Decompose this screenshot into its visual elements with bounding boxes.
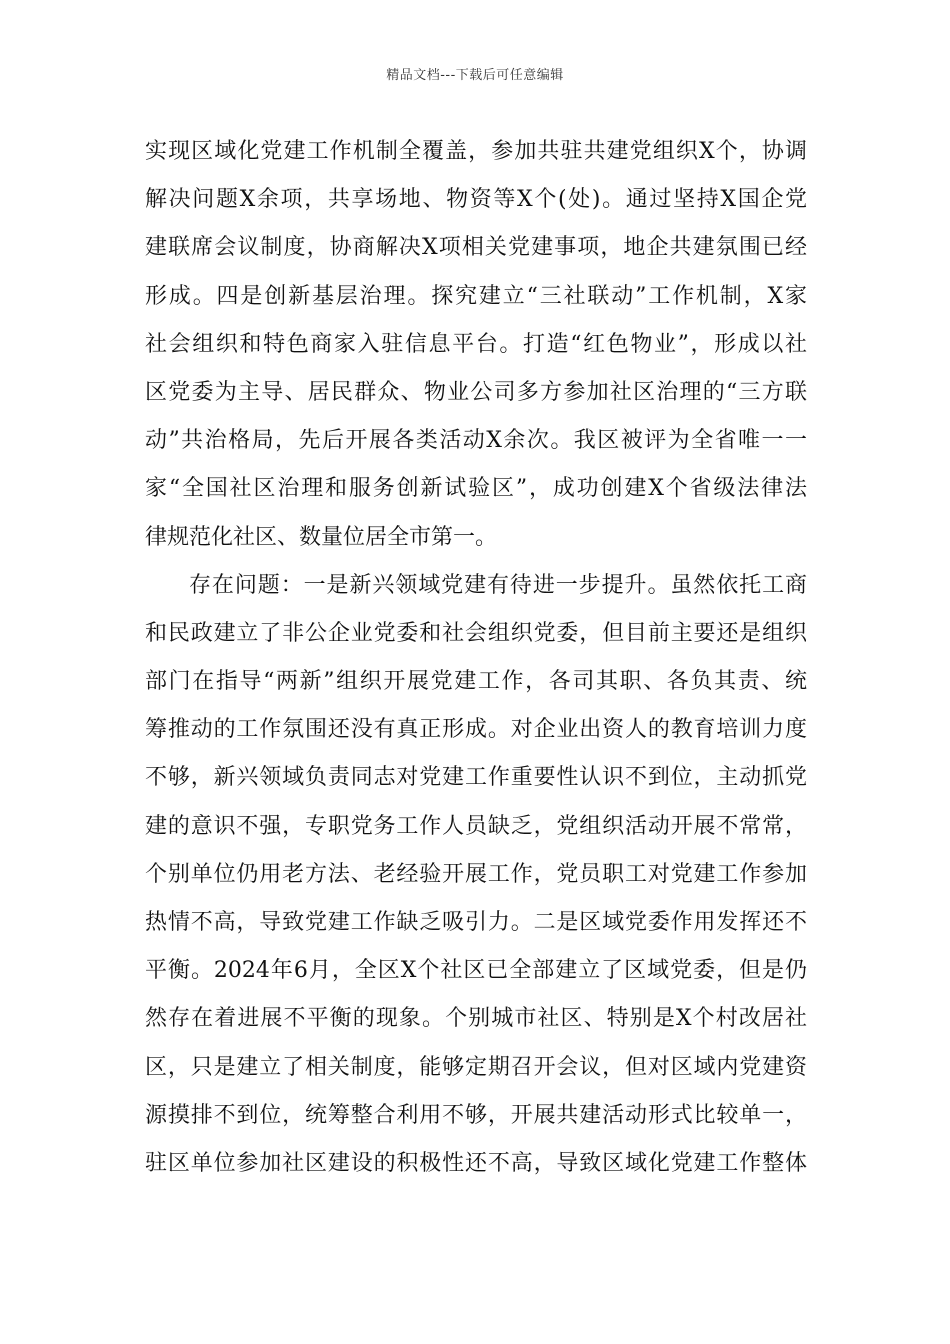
paragraph-1 — [145, 128, 807, 562]
text-line: 和民政建立了非公企业党委和社会组织党委，但目前主要还是组织 — [145, 620, 807, 646]
paragraph-2 — [145, 562, 807, 1188]
text-line: 热情不高，导致党建工作缺乏吸引力。二是区域党委作用发挥还不 — [145, 910, 807, 935]
text-line: 不够，新兴领域负责同志对党建工作重要性认识不到位，主动抓党 — [145, 765, 807, 791]
text-line: 驻区单位参加社区建设的积极性还不高，导致区域化党建工作整体 — [145, 1150, 807, 1176]
text-line: 区，只是建立了相关制度，能够定期召开会议，但对区域内党建资 — [145, 1054, 807, 1080]
text-line: 存在问题：一是新兴领域党建有待进一步提升。虽然依托工商 — [189, 572, 807, 598]
document-body — [145, 128, 807, 1188]
text-line: 区党委为主导、居民群众、物业公司多方参加社区治理的“三方联 — [145, 379, 807, 405]
text-line: 律规范化社区、数量位居全市第一。 — [145, 524, 498, 550]
page-header: 精品文档---下载后可任意编辑 — [386, 68, 564, 83]
text-line: 筹推动的工作氛围还没有真正形成。对企业出资人的教育培训力度 — [145, 717, 807, 743]
text-line: 家“全国社区治理和服务创新试验区”，成功创建X个省级法律法 — [145, 476, 807, 502]
text-line: 动”共治格局，先后开展各类活动X余次。我区被评为全省唯一一 — [145, 428, 807, 454]
text-line: 个别单位仍用老方法、老经验开展工作，党员职工对党建工作参加 — [145, 861, 807, 887]
text-line: 形成。四是创新基层治理。探究建立“三社联动”工作机制，X家 — [145, 283, 807, 309]
text-line: 平衡。2024年6月，全区X个社区已全部建立了区域党委，但是仍 — [145, 958, 807, 984]
text-line: 建的意识不强，专职党务工作人员缺乏，党组织活动开展不常常， — [145, 813, 807, 839]
text-line: 社会组织和特色商家入驻信息平台。打造“红色物业”，形成以社 — [145, 331, 807, 357]
text-line: 解决问题X余项，共享场地、物资等X个(处)。通过坚持X国企党 — [145, 187, 807, 213]
text-line: 部门在指导“两新”组织开展党建工作，各司其职、各负其责、统 — [145, 669, 807, 695]
text-line: 实现区域化党建工作机制全覆盖，参加共驻共建党组织X个，协调 — [145, 139, 807, 164]
text-line: 然存在着进展不平衡的现象。个别城市社区、特别是X个村改居社 — [145, 1006, 807, 1032]
text-line: 建联席会议制度，协商解决X项相关党建事项，地企共建氛围已经 — [145, 235, 807, 261]
text-line: 源摸排不到位，统筹整合利用不够，开展共建活动形式比较单一， — [145, 1102, 807, 1128]
